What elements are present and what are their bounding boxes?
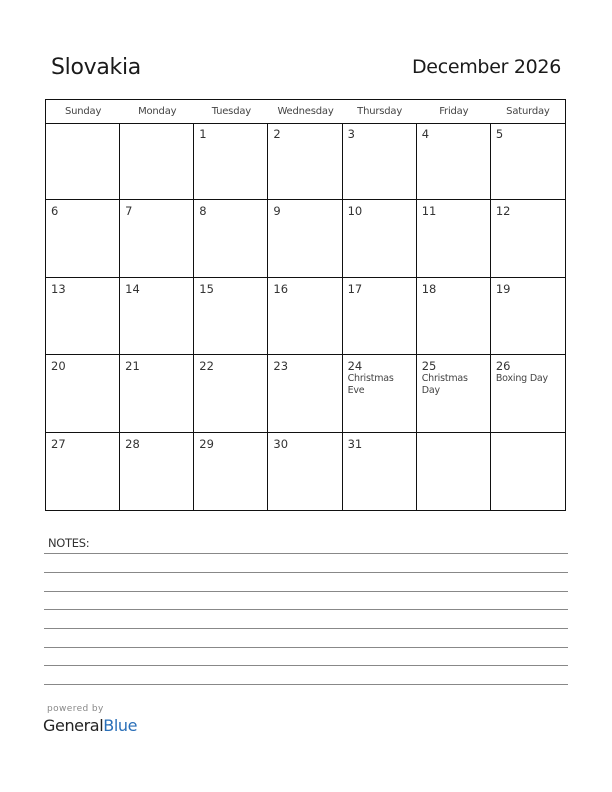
weekday-sunday: Sunday: [64, 106, 102, 117]
day-cell: [343, 278, 417, 355]
day-number: 4: [421, 127, 430, 141]
day-number: 27: [51, 436, 66, 451]
day-number: 14: [125, 281, 140, 296]
notes-line: [44, 684, 568, 685]
day-number: 24: [347, 359, 363, 374]
day-number: 11: [421, 204, 437, 219]
day-number: 30: [273, 436, 289, 451]
weekday-friday: Friday: [439, 106, 469, 117]
day-cell: [120, 278, 194, 355]
day-cell: [46, 433, 120, 510]
day-number: 15: [199, 281, 214, 296]
day-cell: [120, 123, 194, 200]
brand-general: General: [43, 716, 104, 735]
day-cell: [343, 433, 417, 510]
day-number: 6: [51, 204, 59, 219]
notes-line: [44, 591, 568, 592]
powered-by-text: powered by: [47, 704, 104, 714]
day-number: 17: [347, 281, 363, 296]
day-cell: [46, 355, 120, 432]
day-cell: [46, 200, 120, 277]
calendar-grid: [45, 99, 566, 511]
day-number: 29: [199, 436, 214, 451]
notes-line: [44, 553, 568, 554]
country-title: Slovakia: [51, 55, 141, 80]
notes-line: [44, 647, 568, 648]
notes-line: [44, 628, 568, 629]
day-cell: [417, 200, 491, 277]
day-number: 21: [125, 359, 140, 374]
day-cell: [268, 278, 342, 355]
generalblue-logo: [43, 716, 137, 735]
day-cell: [491, 123, 565, 200]
day-number: 10: [347, 204, 363, 219]
holiday-label: Christmas Day: [421, 373, 468, 397]
day-number: 13: [51, 281, 66, 296]
day-cell: [194, 200, 268, 277]
day-cell: [194, 433, 268, 510]
notes-line: [44, 665, 568, 666]
calendar-days: [46, 123, 565, 510]
weekday-monday: Monday: [138, 106, 177, 117]
weekday-saturday: Saturday: [506, 106, 550, 117]
day-number: 2: [273, 127, 281, 141]
notes-label: NOTES:: [48, 536, 90, 550]
month-year-title: December 2026: [411, 56, 561, 78]
day-cell: [194, 123, 268, 200]
day-cell: [120, 200, 194, 277]
day-number: 22: [199, 359, 214, 374]
day-number: 19: [495, 281, 511, 296]
day-number: 25: [421, 359, 437, 374]
day-cell: [268, 200, 342, 277]
day-cell: [194, 355, 268, 432]
weekday-wednesday: Wednesday: [277, 106, 334, 117]
day-cell: [268, 433, 342, 510]
weekday-tuesday: Tuesday: [211, 106, 251, 117]
day-number: 16: [273, 281, 289, 296]
notes-line: [44, 572, 568, 573]
day-cell: [268, 123, 342, 200]
day-cell: [491, 433, 565, 510]
day-number: 20: [51, 359, 66, 374]
day-number: 7: [125, 204, 133, 219]
day-cell: [491, 200, 565, 277]
day-number: 1: [199, 127, 207, 141]
day-number: 26: [495, 359, 511, 374]
day-cell: [491, 278, 565, 355]
day-cell: [268, 355, 342, 432]
notes-line: [44, 609, 568, 610]
day-number: 23: [273, 359, 289, 374]
day-cell: [417, 355, 491, 432]
day-cell: [417, 123, 491, 200]
day-cell: [120, 433, 194, 510]
day-cell: [417, 278, 491, 355]
brand-blue: Blue: [103, 716, 138, 735]
holiday-label: Christmas Eve: [347, 373, 394, 397]
day-cell: [343, 200, 417, 277]
day-number: 12: [495, 204, 511, 219]
weekday-thursday: Thursday: [357, 106, 403, 117]
day-number: 8: [199, 204, 207, 219]
day-cell: [120, 355, 194, 432]
day-cell: [46, 278, 120, 355]
holiday-label: Boxing Day: [495, 373, 548, 385]
day-number: 28: [125, 436, 140, 451]
day-cell: [417, 433, 491, 510]
day-cell: [343, 355, 417, 432]
day-number: 18: [421, 281, 437, 296]
day-number: 9: [273, 204, 281, 219]
day-number: 31: [347, 436, 363, 451]
day-number: 5: [495, 127, 504, 141]
day-cell: [491, 355, 565, 432]
day-number: 3: [347, 127, 355, 141]
weekday-header-row: [46, 100, 565, 124]
day-cell: [194, 278, 268, 355]
day-cell: [46, 123, 120, 200]
day-cell: [343, 123, 417, 200]
